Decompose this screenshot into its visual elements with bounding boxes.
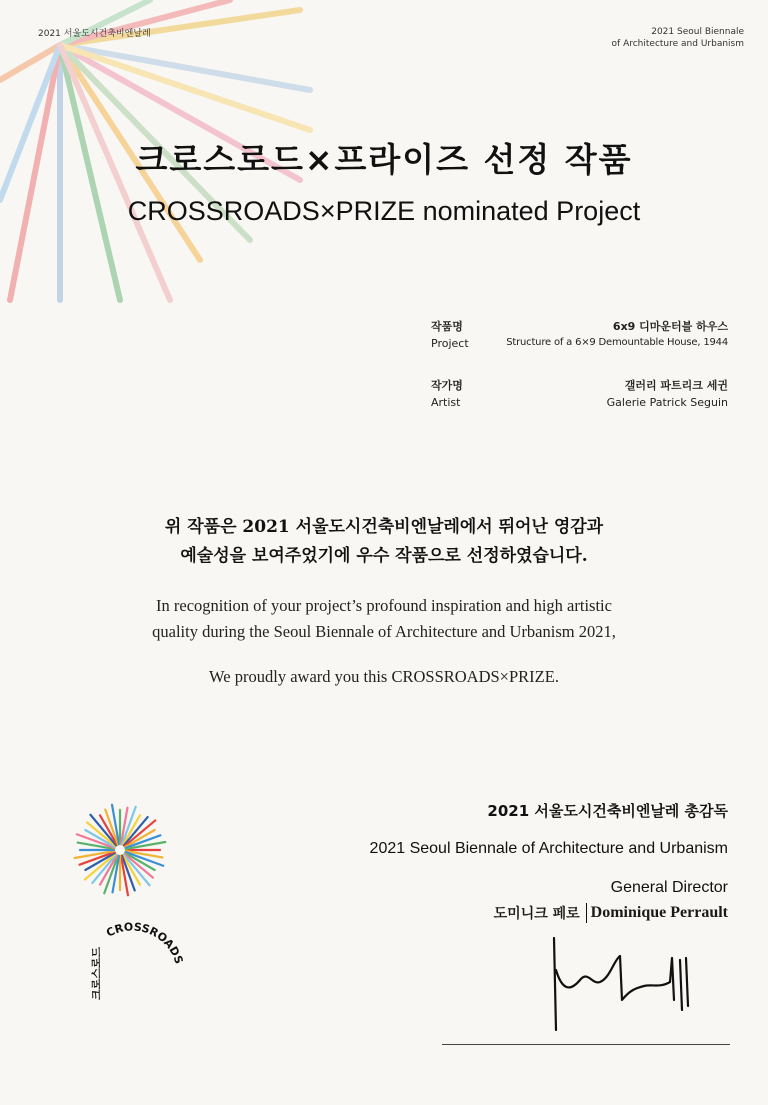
title-english: CROSSROADS×PRIZE nominated Project	[127, 196, 641, 226]
project-label-en: Project	[431, 337, 469, 350]
logo-korean-text: 크로스로드	[90, 946, 103, 1000]
body-english-line1: In recognition of your project’s profound inspiration and high artistic	[156, 596, 612, 615]
director-name-ko: 도미니크 페로	[494, 903, 587, 923]
artist-label-en: Artist	[431, 396, 461, 409]
artist-value-ko: 갤러리 파트리크 세귄	[624, 379, 728, 392]
director-title-ko: 2021 서울도시건축비엔날레 총감독	[487, 802, 728, 820]
director-name-en: Dominique Perrault	[590, 904, 728, 921]
header-right-line2: of Architecture and Urbanism	[611, 39, 744, 49]
signature	[540, 930, 720, 1040]
artist-label-ko: 작가명	[431, 379, 463, 392]
artist-value-en: Galerie Patrick Seguin	[606, 396, 728, 409]
project-label-ko: 작품명	[431, 320, 463, 333]
header-biennale-ko: 2021 서울도시건축비엔날레	[38, 29, 151, 39]
title-korean: 크로스로드×프라이즈 선정 작품	[135, 140, 633, 179]
project-value-en: Structure of a 6×9 Demountable House, 1944	[506, 337, 728, 348]
director-role: General Director	[610, 879, 728, 896]
logo-text: CROSSROADS	[104, 920, 186, 966]
director-name-row	[494, 903, 728, 923]
body-english-line3: We proudly award you this CROSSROADS×PRIZE.	[209, 667, 559, 686]
signature-line	[442, 1044, 730, 1045]
director-org-en: 2021 Seoul Biennale of Architecture and Urbanism	[369, 840, 728, 857]
body-korean-line1: 위 작품은 2021 서울도시건축비엔날레에서 뛰어난 영감과	[164, 517, 604, 537]
header-biennale-en	[612, 26, 744, 50]
header-right-line1: 2021 Seoul Biennale	[651, 27, 744, 37]
body-english-line2: quality during the Seoul Biennale of Architecture and Urbanism 2021,	[152, 622, 616, 641]
project-value-ko: 6x9 디마운터블 하우스	[612, 320, 728, 333]
crossroads-logo	[60, 800, 210, 1060]
body-korean-line2: 예술성을 보여주었기에 우수 작품으로 선정하였습니다.	[180, 546, 588, 566]
